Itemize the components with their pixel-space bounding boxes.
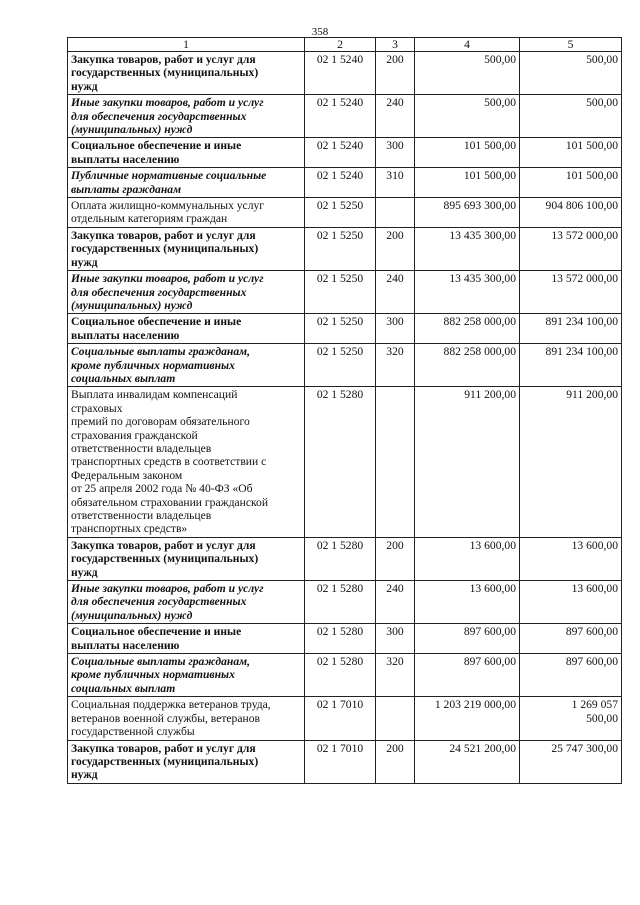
v5-text: 500,00 — [586, 711, 618, 725]
amount-col5-cell — [520, 314, 622, 344]
row-name-cell — [68, 387, 305, 537]
name-text: Закупка товаров, работ и услуг для — [71, 741, 256, 755]
amount-col4-cell — [415, 697, 520, 740]
name-text: Социальные выплаты гражданам, — [71, 345, 250, 359]
name-text: (муниципальных) нужд — [71, 123, 193, 137]
name-text: отдельным категориям граждан — [71, 212, 228, 226]
table-body — [68, 52, 622, 784]
v5-text: 13 572 000,00 — [551, 272, 618, 286]
page-number: 358 — [311, 26, 329, 38]
amount-col4-cell — [415, 314, 520, 344]
amount-col4-cell — [415, 95, 520, 138]
v4-text: 897 600,00 — [463, 625, 516, 639]
row-name-cell — [68, 198, 305, 228]
expense-type-cell: 240 — [376, 95, 415, 138]
column-header: 5 — [520, 38, 622, 52]
column-header: 3 — [376, 38, 415, 52]
target-code-cell: 02 1 5280 — [305, 624, 376, 654]
amount-col5-cell — [520, 227, 622, 270]
name-text: государственных (муниципальных) — [71, 754, 259, 768]
name-text: кроме публичных нормативных — [71, 668, 235, 682]
target-code-cell: 02 1 7010 — [305, 740, 376, 783]
v5-text: 1 269 057 — [571, 698, 618, 712]
v5-text: 904 806 100,00 — [545, 199, 618, 213]
name-text: для обеспечения государственных — [71, 109, 247, 123]
target-code-cell: 02 1 5250 — [305, 344, 376, 387]
v4-text: 13 435 300,00 — [449, 228, 516, 242]
table-row — [68, 138, 622, 168]
table-row — [68, 95, 622, 138]
v4-text: 24 521 200,00 — [449, 741, 516, 755]
table-row — [68, 344, 622, 387]
v5-text: 13 600,00 — [571, 582, 618, 596]
name-text: нужд — [71, 565, 98, 579]
row-name-cell — [68, 138, 305, 168]
v4-text: 911 200,00 — [464, 388, 516, 402]
table-row — [68, 624, 622, 654]
row-name-cell — [68, 654, 305, 697]
name-text: Закупка товаров, работ и услуг для — [71, 53, 256, 66]
expense-type-cell: 200 — [376, 227, 415, 270]
v5-text: 13 600,00 — [571, 538, 618, 552]
name-text: (муниципальных) нужд — [71, 298, 193, 312]
name-text: премий по договорам обязательного — [71, 415, 250, 429]
amount-col4-cell — [415, 227, 520, 270]
v4-text: 1 203 219 000,00 — [434, 698, 516, 712]
target-code-cell: 02 1 5250 — [305, 271, 376, 314]
name-text: государственных (муниципальных) — [71, 552, 259, 566]
row-name-cell — [68, 740, 305, 783]
v5-text: 500,00 — [586, 96, 618, 110]
expense-type-cell: 300 — [376, 138, 415, 168]
row-name-cell — [68, 95, 305, 138]
amount-col5-cell — [520, 95, 622, 138]
column-header: 4 — [415, 38, 520, 52]
row-name-cell — [68, 168, 305, 198]
name-text: страхования гражданской — [71, 428, 198, 442]
row-name-cell — [68, 344, 305, 387]
name-text: ветеранов военной службы, ветеранов — [71, 711, 260, 725]
v5-text: 25 747 300,00 — [551, 741, 618, 755]
expense-type-cell — [376, 387, 415, 537]
v5-text: 13 572 000,00 — [551, 228, 618, 242]
target-code-cell: 02 1 5280 — [305, 387, 376, 537]
target-code-cell: 02 1 7010 — [305, 697, 376, 740]
name-text: транспортных средств» — [71, 522, 188, 536]
expense-type-cell — [376, 198, 415, 228]
amount-col4-cell — [415, 387, 520, 537]
table-row — [68, 697, 622, 740]
v5-text: 897 600,00 — [565, 655, 618, 669]
name-text: от 25 апреля 2002 года № 40-ФЗ «Об — [71, 482, 253, 496]
name-text: социальных выплат — [71, 681, 176, 695]
row-name-cell — [68, 314, 305, 344]
v4-text: 500,00 — [484, 53, 516, 66]
expense-type-cell: 200 — [376, 537, 415, 580]
amount-col4-cell — [415, 581, 520, 624]
target-code-cell: 02 1 5280 — [305, 654, 376, 697]
target-code-cell: 02 1 5250 — [305, 314, 376, 344]
row-name-cell — [68, 581, 305, 624]
v5-text: 891 234 100,00 — [545, 315, 618, 329]
v4-text: 101 500,00 — [463, 139, 516, 153]
amount-col4-cell — [415, 168, 520, 198]
expense-type-cell: 240 — [376, 271, 415, 314]
amount-col4-cell — [415, 537, 520, 580]
v4-text: 882 258 000,00 — [443, 345, 516, 359]
name-text: обязательном страховании гражданской — [71, 495, 269, 509]
name-text: Иные закупки товаров, работ и услуг — [71, 96, 264, 110]
name-text: кроме публичных нормативных — [71, 358, 235, 372]
amount-col5-cell — [520, 387, 622, 537]
v5-text: 911 200,00 — [566, 388, 618, 402]
name-text: Закупка товаров, работ и услуг для — [71, 228, 256, 242]
amount-col5-cell — [520, 168, 622, 198]
amount-col5-cell — [520, 740, 622, 783]
table-row — [68, 168, 622, 198]
name-text: государственной службы — [71, 725, 195, 739]
row-name-cell — [68, 537, 305, 580]
name-text: для обеспечения государственных — [71, 285, 247, 299]
name-text: (муниципальных) нужд — [71, 608, 193, 622]
expense-type-cell: 310 — [376, 168, 415, 198]
amount-col5-cell — [520, 581, 622, 624]
amount-col4-cell — [415, 198, 520, 228]
column-header: 1 — [68, 38, 305, 52]
expense-type-cell: 300 — [376, 624, 415, 654]
name-text: Социальное обеспечение и иные — [71, 139, 242, 153]
target-code-cell: 02 1 5240 — [305, 95, 376, 138]
row-name-cell — [68, 227, 305, 270]
amount-col5-cell — [520, 52, 622, 95]
amount-col4-cell — [415, 138, 520, 168]
name-text: выплаты гражданам — [71, 182, 182, 196]
v4-text: 882 258 000,00 — [443, 315, 516, 329]
header-row — [68, 38, 622, 52]
table-row — [68, 654, 622, 697]
target-code-cell: 02 1 5280 — [305, 537, 376, 580]
target-code-cell: 02 1 5240 — [305, 52, 376, 95]
table-row — [68, 52, 622, 95]
amount-col5-cell — [520, 271, 622, 314]
name-text: Закупка товаров, работ и услуг для — [71, 538, 256, 552]
row-name-cell — [68, 624, 305, 654]
name-text: Социальная поддержка ветеранов труда, — [71, 698, 271, 712]
v5-text: 891 234 100,00 — [545, 345, 618, 359]
name-text: нужд — [71, 255, 98, 269]
amount-col5-cell — [520, 624, 622, 654]
row-name-cell — [68, 271, 305, 314]
name-text: Иные закупки товаров, работ и услуг — [71, 582, 264, 596]
v4-text: 13 435 300,00 — [449, 272, 516, 286]
v4-text: 897 600,00 — [463, 655, 516, 669]
amount-col4-cell — [415, 624, 520, 654]
v5-text: 101 500,00 — [565, 139, 618, 153]
target-code-cell: 02 1 5250 — [305, 198, 376, 228]
v5-text: 101 500,00 — [565, 169, 618, 183]
v5-text: 500,00 — [586, 53, 618, 66]
table-row — [68, 227, 622, 270]
amount-col5-cell — [520, 344, 622, 387]
budget-table — [67, 37, 622, 784]
name-text: Оплата жилищно-коммунальных услуг — [71, 199, 265, 213]
table-row — [68, 314, 622, 344]
name-text: Социальные выплаты гражданам, — [71, 655, 250, 669]
name-text: ответственности владельцев — [71, 509, 212, 522]
name-text: Публичные нормативные социальные — [71, 169, 267, 183]
table-row — [68, 387, 622, 537]
amount-col4-cell — [415, 271, 520, 314]
column-header: 2 — [305, 38, 376, 52]
name-text: выплаты населению — [71, 638, 180, 652]
name-text: нужд — [71, 79, 98, 93]
expense-type-cell — [376, 697, 415, 740]
expense-type-cell: 200 — [376, 740, 415, 783]
amount-col4-cell — [415, 52, 520, 95]
name-text: государственных (муниципальных) — [71, 66, 259, 80]
name-text: для обеспечения государственных — [71, 595, 247, 609]
amount-col5-cell — [520, 697, 622, 740]
amount-col5-cell — [520, 198, 622, 228]
expense-type-cell: 320 — [376, 344, 415, 387]
v4-text: 13 600,00 — [469, 582, 516, 596]
expense-type-cell: 240 — [376, 581, 415, 624]
name-text: Федеральным законом — [71, 468, 183, 482]
name-text: выплаты населению — [71, 152, 180, 166]
amount-col4-cell — [415, 740, 520, 783]
amount-col4-cell — [415, 654, 520, 697]
table-row — [68, 740, 622, 783]
amount-col5-cell — [520, 138, 622, 168]
name-text: Выплата инвалидам компенсаций — [71, 388, 238, 402]
target-code-cell: 02 1 5240 — [305, 168, 376, 198]
name-text: социальных выплат — [71, 371, 176, 385]
table-row — [68, 271, 622, 314]
name-text: Социальное обеспечение и иные — [71, 625, 242, 639]
name-text: ответственности владельцев — [71, 441, 212, 455]
row-name-cell — [68, 52, 305, 95]
v4-text: 500,00 — [484, 96, 516, 110]
table-row — [68, 198, 622, 228]
name-text: страховых — [71, 401, 123, 415]
table-row — [68, 537, 622, 580]
name-text: выплаты населению — [71, 328, 180, 342]
expense-type-cell: 200 — [376, 52, 415, 95]
v4-text: 895 693 300,00 — [443, 199, 516, 213]
name-text: транспортных средств в соответствии с — [71, 455, 267, 469]
name-text: Социальное обеспечение и иные — [71, 315, 242, 329]
name-text: нужд — [71, 768, 98, 782]
target-code-cell: 02 1 5280 — [305, 581, 376, 624]
amount-col5-cell — [520, 537, 622, 580]
expense-type-cell: 320 — [376, 654, 415, 697]
table-row — [68, 581, 622, 624]
row-name-cell — [68, 697, 305, 740]
target-code-cell: 02 1 5240 — [305, 138, 376, 168]
amount-col4-cell — [415, 344, 520, 387]
name-text: Иные закупки товаров, работ и услуг — [71, 272, 264, 286]
v4-text: 13 600,00 — [469, 538, 516, 552]
amount-col5-cell — [520, 654, 622, 697]
v4-text: 101 500,00 — [463, 169, 516, 183]
expense-type-cell: 300 — [376, 314, 415, 344]
target-code-cell: 02 1 5250 — [305, 227, 376, 270]
name-text: государственных (муниципальных) — [71, 242, 259, 256]
v5-text: 897 600,00 — [565, 625, 618, 639]
